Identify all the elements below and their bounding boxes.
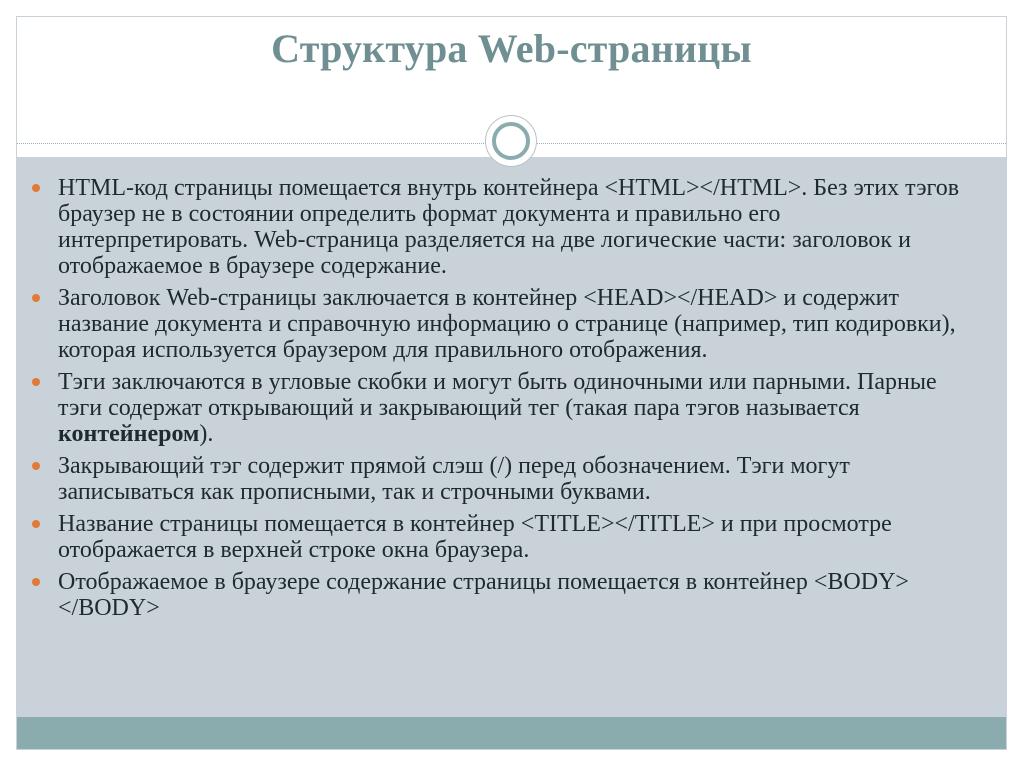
ornament-ring — [492, 122, 530, 160]
circle-ring-ornament-icon — [485, 115, 537, 167]
orange-dot-bullet-icon — [32, 520, 40, 528]
bullet-text-bold: контейнером — [58, 421, 200, 447]
bullet-item — [40, 511, 965, 563]
bullet-text-after: ). — [199, 421, 214, 447]
bullet-text: Закрывающий тэг содержит прямой слэш (/) перед обозначением. Тэги могут записываться как прописными, так и строчными буквами. — [58, 453, 850, 505]
bullet-text: Заголовок Web-страницы заключается в контейнер <HEAD></HEAD> и содержит название документа и справочную информацию о странице (например, тип кодировки), которая используется браузером для правильного отображения. — [58, 285, 956, 363]
bullet-list — [40, 175, 965, 627]
bullet-item — [40, 285, 965, 363]
bullet-text-before: Тэги заключаются в угловые скобки и могут быть одиночными или парными. Парные тэги содержат открывающий и закрывающий тег (такая пара тэгов называется — [58, 369, 937, 421]
slide-title: Структура Web-страницы — [271, 26, 752, 71]
bullet-text: Название страницы помещается в контейнер <TITLE></TITLE> и при просмотре отображается в верхней строке окна браузера. — [58, 511, 892, 563]
orange-dot-bullet-icon — [32, 294, 40, 302]
bullet-text: HTML-код страницы помещается внутрь контейнера <HTML></HTML>. Без этих тэгов браузер не в состоянии определить формат документа и правильно его интерпретировать. Web-страница разделяется на две логические части: заголовок и отображаемое в браузере содержание. — [58, 175, 960, 279]
orange-dot-bullet-icon — [32, 378, 40, 386]
bullet-item — [40, 453, 965, 505]
bullet-item — [40, 569, 965, 621]
orange-dot-bullet-icon — [32, 462, 40, 470]
orange-dot-bullet-icon — [32, 578, 40, 586]
bullet-text: Отображаемое в браузере содержание страницы помещается в контейнер <BODY></BODY> — [58, 569, 909, 621]
bullet-item — [40, 369, 965, 447]
orange-dot-bullet-icon — [32, 184, 40, 192]
bullet-item — [40, 175, 965, 279]
footer-band — [17, 717, 1006, 750]
